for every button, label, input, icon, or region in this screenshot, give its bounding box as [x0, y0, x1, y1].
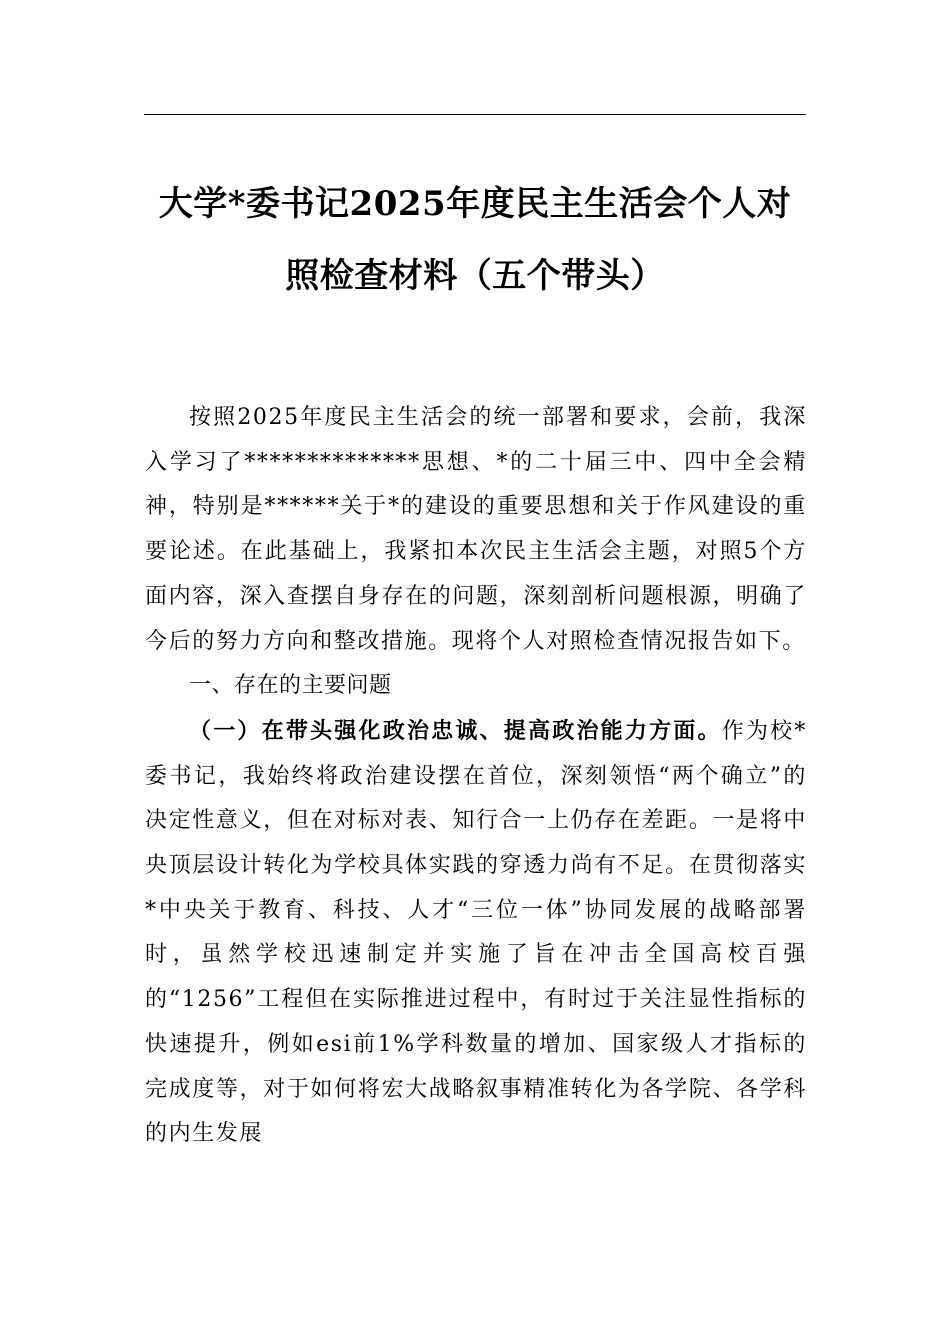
- header-rule: [144, 114, 806, 115]
- title-line-2: 照检查材料（五个带头）: [285, 256, 665, 296]
- sub-section-1-body: 作为校*委书记，我始终将政治建设摆在首位，深刻领悟“两个确立”的决定性意义，但在对标对表、知行合一上仍存在差距。一是将中央顶层设计转化为学校具体实践的穿透力尚有不足。在贯彻落实*中央关于教育、科技、人才“三位一体”协同发展的战略部署时，虽然学校迅速制定并实施了旨在冲击全国高校百强的“1256”工程但在实际推进过程中，有时过于关注显性指标的快速提升，例如esi前1%学科数量的增加、国家级人才指标的完成度等，对于如何将宏大战略叙事精准转化为各学院、各学科的内生发展: [145, 718, 807, 1147]
- document-title: [130, 168, 820, 312]
- title-line-1: 大学*委书记2025年度民主生活会个人对: [158, 184, 792, 224]
- sub-section-1-paragraph: [145, 709, 807, 1157]
- document-body: [145, 396, 807, 1157]
- section-heading-1: 一、存在的主要问题: [189, 673, 392, 699]
- sub-section-1-heading: （一）在带头强化政治忠诚、提高政治能力方面。: [189, 717, 722, 744]
- intro-paragraph: 按照2025年度民主生活会的统一部署和要求，会前，我深入学习了**************思想、*的二十届三中、四中全会精神，特别是******关于*的建设的重要思想和关于作风建设的重要论述。在此基础上，我紧扣本次民主生活会主题，对照5个方面内容，深入查摆自身存在的问题，深刻剖析问题根源，明确了今后的努力方向和整改措施。现将个人对照检查情况报告如下。: [145, 405, 807, 654]
